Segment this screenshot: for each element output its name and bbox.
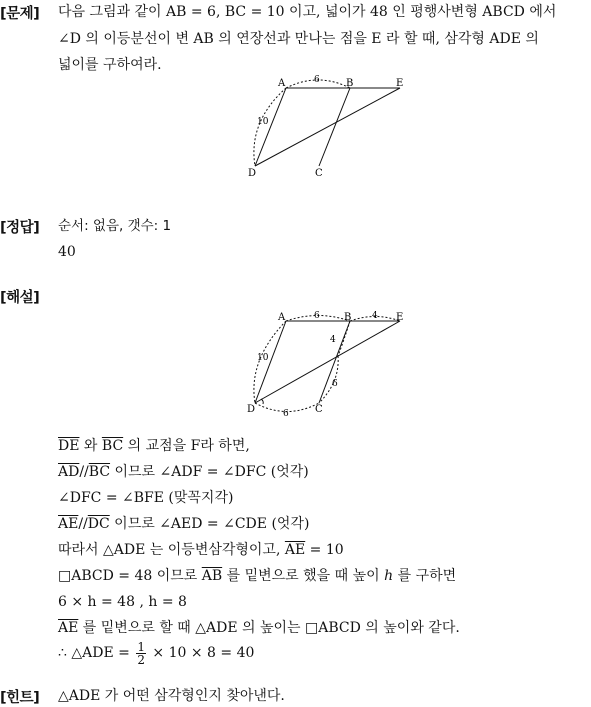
fraction-one-half: $\frac{1}{2}$ [137,639,145,667]
solution-line-1: $\overline{DE}$ 와 $\overline{BC}$ 의 교점을 F라 하면, [58,438,250,454]
figure-parallelogram [240,72,420,184]
hint-label: [힌트] [0,690,40,706]
solution-line-7: 6 × h = 48 , h = 8 [58,594,187,610]
solution-line-4: $\overline{AE}//\overline{DC}$ 이므로 ∠AED = ∠CDE (엇각) [58,516,310,532]
segment-de [255,321,400,403]
point-e-label: E [396,78,404,89]
problem-label: [문제] [0,6,40,22]
figure-solution [240,310,420,420]
segment-de [255,88,400,166]
solution-line-3: ∠DFC = ∠BFE (맞꼭지각) [58,490,234,506]
length-ad-label: 10 [257,353,269,363]
length-ad-label: 10 [257,117,269,127]
point-a-label: A [278,78,286,89]
solution-line-6: □ABCD = 48 이므로 $\overline{AB}$ 를 밑변으로 했을 때 높이 h 를 구하면 [58,568,457,584]
solution-line-8: $\overline{AE}$ 를 밑변으로 할 때 △ADE 의 높이는 □ABCD 의 높이와 같다. [58,620,460,636]
problem-line-1: 다음 그림과 같이 AB = 6, BC = 10 이고, 넓이가 48 인 평행사변형 ABCD 에서 [58,4,557,20]
segment-ad [255,88,286,166]
length-fc-label: 6 [332,379,338,389]
point-a-label: A [278,312,286,323]
point-e-label: E [396,312,404,323]
problem-line-3: 넓이를 구하여라. [58,57,162,73]
answer-meta: 순서: 없음, 갯수: 1 [58,218,172,234]
segment-bc [319,88,350,166]
length-dc-label: 6 [283,409,289,419]
point-c-label: C [315,168,323,179]
length-be-label: 4 [372,311,378,321]
point-c-label: C [315,404,323,415]
solution-line-5: 따라서 △ADE 는 이등변삼각형이고, $\overline{AE} = 10$ [58,542,344,558]
solution-line-2: $\overline{AD}//\overline{BC}$ 이므로 ∠ADF = ∠DFC (엇각) [58,464,309,480]
length-ab-label: 6 [314,311,320,321]
point-d-label: D [248,168,257,179]
point-b-label: B [344,312,352,323]
angle-mark-d [261,399,263,404]
hint-text: △ADE 가 어떤 삼각형인지 찾아낸다. [58,688,285,704]
solution-line-9: ∴ △ADE = $\frac{1}{2}$ × 10 × 8 = 40 [58,639,255,667]
point-d-label: D [247,404,256,415]
problem-line-2: ∠D 의 이등분선이 변 AB 의 연장선과 만나는 점을 E 라 할 때, 삼각형 ADE 의 [58,31,539,47]
point-b-label: B [346,78,354,89]
segment-bc [319,321,350,403]
answer-label: [정답] [0,220,40,236]
length-bf-label: 4 [330,335,336,345]
solution-label: [해설] [0,290,40,306]
answer-value: 40 [58,244,76,260]
length-ab-label: 6 [314,75,320,85]
